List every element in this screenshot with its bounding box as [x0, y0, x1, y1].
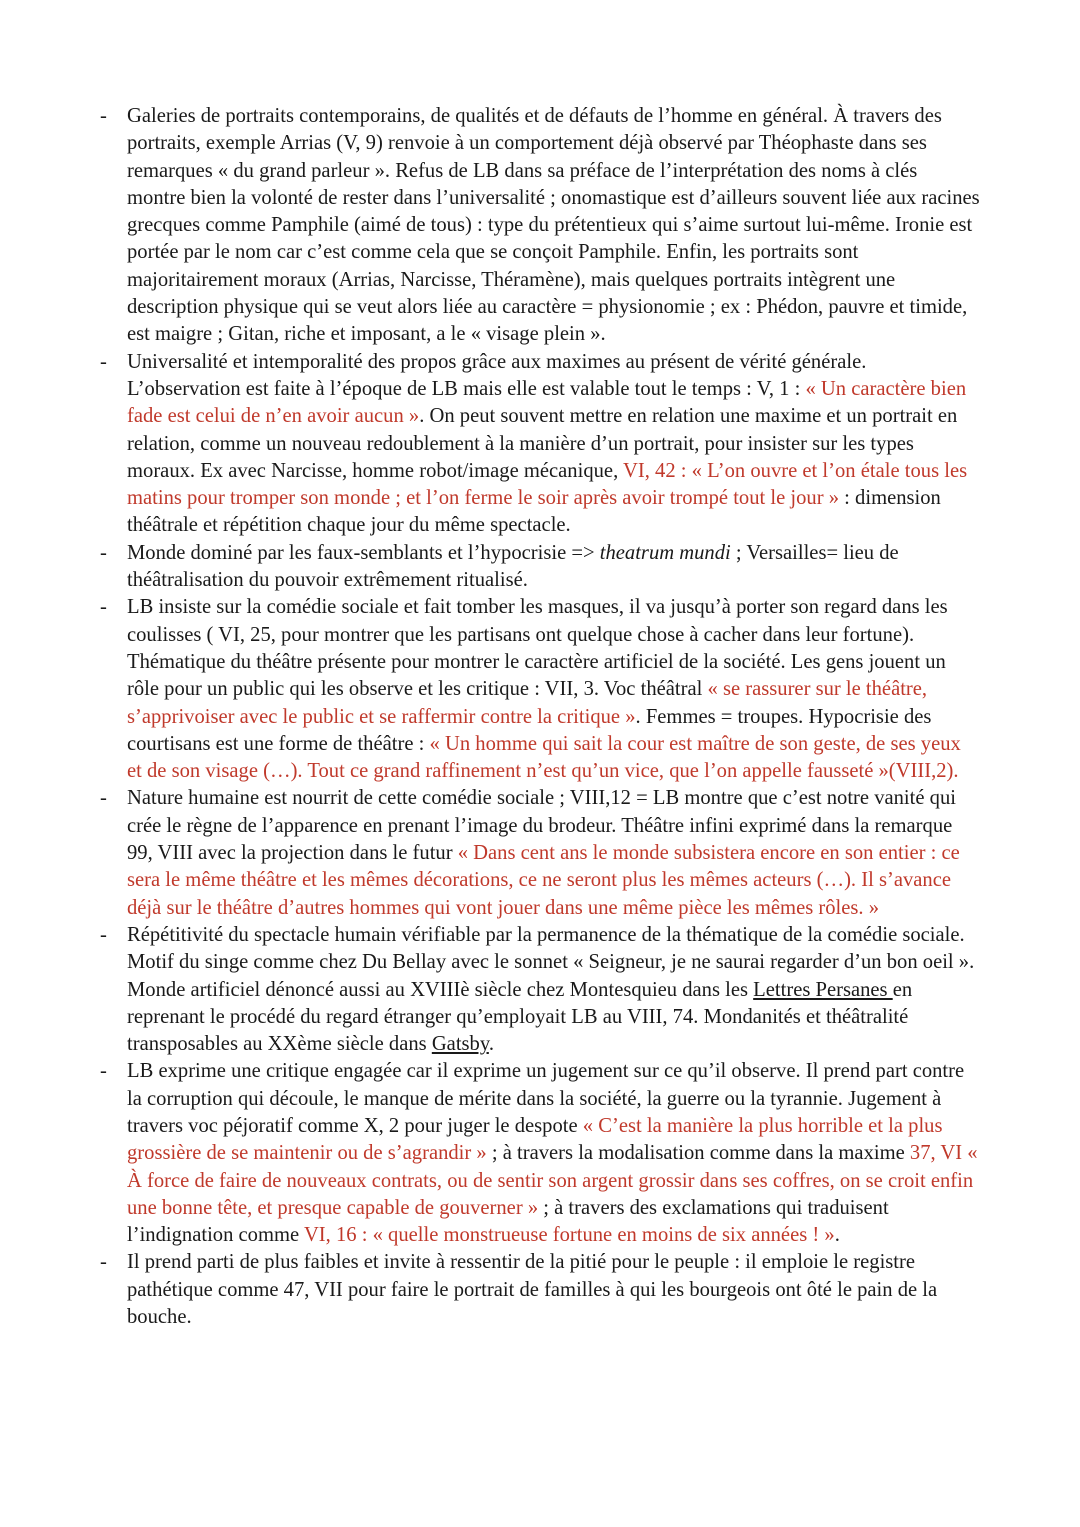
quote-segment: « Un homme qui sait la cour est maître de son geste, de ses yeux et de son visage (…). Tout ce grand raffinement n’est qu’un vice, que l’on appelle fausseté »(VIII,2).	[127, 732, 961, 783]
quote-segment: « C’est la manière la plus horrible et la plus grossière de se maintenir ou de s’agrandir »	[127, 1114, 943, 1165]
bullet-item-3	[100, 540, 980, 595]
bullet-item-5	[100, 785, 980, 921]
bullet-text	[127, 542, 899, 591]
text-segment: Répétitivité du spectacle humain vérifiable par la permanence de la thématique de la comédie sociale. Motif du singe comme chez Du Bellay avec le sonnet « Seigneur, je ne saurai regarder d’un bon oeil ». Monde artificiel dénoncé aussi au XVIIIè siècle chez Montesquieu dans les	[127, 923, 975, 1001]
text-segment: Nature humaine est nourrit de cette comédie sociale ; VIII,12 = LB montre que c’est notre vanité qui crée le règne de l’apparence en prenant l’image du brodeur. Théâtre infini exprimé dans la remarque 99, VIII avec la projection dans le futur	[127, 787, 956, 865]
text-segment: . Femmes = troupes. Hypocrisie des courtisans est une forme de théâtre :	[127, 705, 932, 755]
text-segment: Il prend parti de plus faibles et invite à ressentir de la pitié pour le peuple : il emploie le registre pathétique comme 47, VII pour faire le portrait de familles à qui les bourgeois ont ôté le pain de la bouche.	[127, 1251, 938, 1329]
underlined-title: Gatsby	[431, 1033, 489, 1056]
bullet-text	[127, 596, 961, 782]
bullet-item-1	[100, 103, 980, 349]
bullet-dash: -	[100, 1251, 107, 1274]
text-segment: .	[488, 1033, 494, 1056]
italic-segment: theatrum mundi	[599, 541, 731, 564]
text-segment: Galeries de portraits contemporains, de qualités et de défauts de l’homme en général. À travers des portraits, exemple Arrias (V, 9) renvoie à un comportement déjà observé par Théophaste dans ses remarques « du grand parleur ». Refus de LB dans sa préface de l’interprétation des noms à clés montre bien la volonté de rester dans l’universalité ; onomastique est d’ailleurs souvent liée aux racines grecques comme Pamphile (aimé de tous) : type du prétentieux qui s’aime surtout lui-même. Ironie est portée par le nom car c’est comme cela que se conçoit Pamphile. Enfin, les portraits sont majoritairement moraux (Arrias, Narcisse, Théramène), mais quelques portraits intègrent une description physique qui se veut alors liée au caractère = physionomie ; ex : Phédon, pauvre et timide, est maigre ; Gitan, riche et imposant, a le « visage plein ».	[127, 105, 980, 346]
bullet-text	[127, 787, 960, 918]
bullet-dash: -	[100, 1060, 107, 1083]
bullet-item-2	[100, 349, 980, 540]
text-segment: ; à travers la modalisation comme dans la maxime	[486, 1142, 910, 1165]
text-segment: .	[834, 1224, 840, 1247]
bullet-dash: -	[100, 787, 107, 810]
bullet-dash: -	[100, 923, 107, 946]
quote-segment: « Dans cent ans le monde subsistera encore en son entier : ce sera le même théâtre et les mêmes décorations, ce ne seront plus les mêmes acteurs (…). Il s’avance déjà sur le théâtre d’autres hommes qui vont jouer dans une même pièce les mêmes rôles. »	[127, 842, 960, 919]
quote-segment: « se rassurer sur le théâtre, s’apprivoiser avec le public et se raffermir contre la critique »	[127, 678, 928, 728]
text-segment: en reprenant le procédé du regard étranger qu’employait LB au VIII, 74. Mondanités et théâtralité transposables au XXème siècle dans	[127, 978, 913, 1056]
bullet-text	[127, 351, 967, 537]
text-segment: Monde dominé par les faux-semblants et l’hypocrisie =>	[127, 541, 600, 564]
text-segment: LB insiste sur la comédie sociale et fait tomber les masques, il va jusqu’à porter son regard dans les coulisses ( VI, 25, pour montrer que les partisans ont quelque chose à cacher dans leur fortune). Thématique du théâtre présente pour montrer le caractère artificiel de la société. Les gens jouent un rôle pour un public qui les observe et les critique : VII, 3. Voc théâtral	[127, 596, 948, 701]
text-segment: . On peut souvent mettre en relation une maxime et un portrait en relation, comme un nouveau redoublement à la manière d’un portrait, pour insister sur les types moraux. Ex avec Narcisse, homme robot/image mécanique,	[127, 405, 958, 482]
bullet-text	[127, 105, 980, 345]
text-segment: ; à travers des exclamations qui traduisent l’indignation comme	[127, 1196, 889, 1247]
bullet-list	[100, 103, 980, 1331]
bullet-item-4	[100, 594, 980, 785]
bullet-text	[127, 1251, 937, 1328]
quote-segment: VI, 16 : « quelle monstrueuse fortune en moins de six années ! »	[303, 1224, 835, 1247]
text-segment: ; Versailles= lieu de théâtralisation du pouvoir extrêmement ritualisé.	[127, 541, 899, 592]
quote-segment: « Un caractère bien fade est celui de n’en avoir aucun »	[127, 377, 967, 428]
bullet-text	[127, 1060, 978, 1246]
quote-segment: VI, 42 : « L’on ouvre et l’on étale tous les matins pour tromper son monde ; et l’on ferme le soir après avoir trompé tout le jour »	[127, 459, 968, 510]
bullet-dash: -	[100, 105, 107, 127]
bullet-text	[127, 924, 974, 1055]
text-segment: LB exprime une critique engagée car il exprime un jugement sur ce qu’il observe. Il prend part contre la corruption qui découle, le manque de mérite dans la société, la guerre ou la tyrannie. Jugement à travers voc péjoratif comme X, 2 pour juger le despote	[127, 1060, 965, 1137]
bullet-dash: -	[100, 541, 107, 564]
bullet-item-8	[100, 1249, 980, 1331]
text-segment: Universalité et intemporalité des propos grâce aux maximes au présent de vérité générale. L’observation est faite à l’époque de LB mais elle est valable tout le temps : V, 1 :	[127, 350, 867, 400]
quote-segment: 37, VI « À force de faire de nouveaux contrats, ou de sentir son argent grossir dans ses coffres, on se croit enfin une bonne tête, et presque capable de gouverner »	[127, 1142, 978, 1219]
underlined-title: Lettres Persanes	[753, 978, 893, 1001]
bullet-dash: -	[100, 596, 107, 619]
bullet-item-7	[100, 1058, 980, 1249]
bullet-dash: -	[100, 350, 107, 373]
bullet-item-6	[100, 922, 980, 1058]
text-segment: : dimension théâtrale et répétition chaque jour du même spectacle.	[127, 487, 941, 537]
